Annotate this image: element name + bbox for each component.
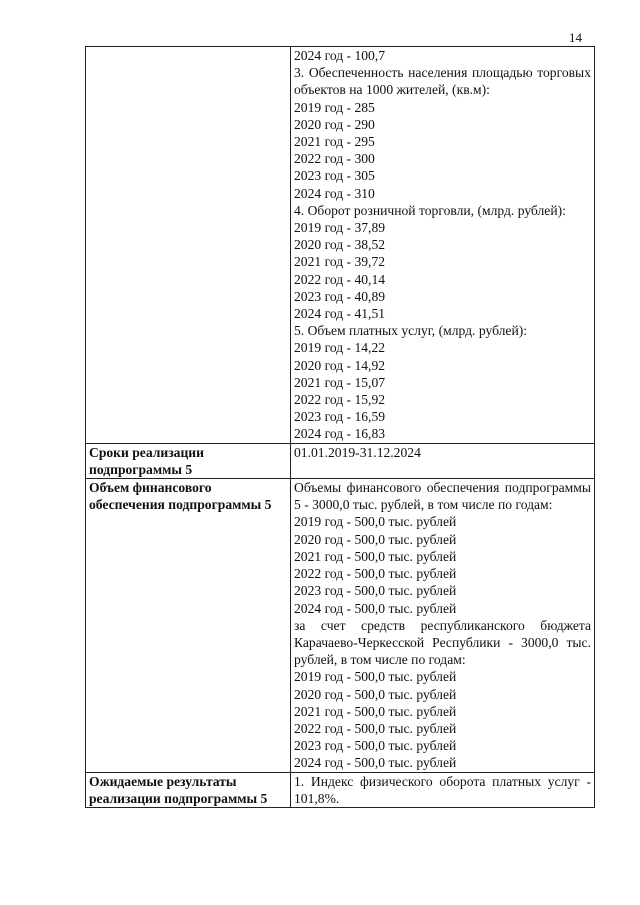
value-line: 4. Оборот розничной торговли, (млрд. рублей): bbox=[294, 202, 566, 218]
value-line: 5. Объем платных услуг, (млрд. рублей): bbox=[294, 323, 528, 339]
row-value bbox=[291, 443, 595, 478]
value-line: 01.01.2019-31.12.2024 bbox=[294, 444, 421, 460]
value-line: 2024 год - 16,83 bbox=[294, 426, 386, 442]
value-line: 2020 год - 38,52 bbox=[294, 237, 386, 253]
program-passport-table bbox=[85, 46, 595, 808]
value-line: 1. Индекс физического оборота платных услуг - 101,8%. bbox=[294, 773, 591, 806]
value-line: за счет средств республиканского бюджета Карачаево-Черкесской Республики - 3000,0 тыс. рублей, в том числе по годам: bbox=[294, 617, 591, 668]
row-value bbox=[291, 47, 595, 444]
table-row-indicators bbox=[86, 47, 595, 444]
table-row-timeline bbox=[86, 443, 595, 478]
value-line: 2023 год - 305 bbox=[294, 168, 375, 184]
value-line: 2023 год - 40,89 bbox=[294, 288, 386, 304]
row-value bbox=[291, 772, 595, 807]
value-line: 2022 год - 500,0 тыс. рублей bbox=[294, 566, 457, 582]
value-line: 2019 год - 500,0 тыс. рублей bbox=[294, 514, 457, 530]
value-line: 2022 год - 15,92 bbox=[294, 392, 386, 408]
value-line: Объемы финансового обеспечения подпрограммы 5 - 3000,0 тыс. рублей, в том числе по годам: bbox=[294, 480, 591, 513]
row-value bbox=[291, 479, 595, 772]
value-line: 2022 год - 500,0 тыс. рублей bbox=[294, 720, 457, 736]
value-line: 2024 год - 100,7 bbox=[294, 48, 386, 63]
value-line: 2022 год - 40,14 bbox=[294, 271, 386, 287]
row-label: Ожидаемые результаты реализации подпрограммы 5 bbox=[86, 772, 291, 807]
value-line: 2020 год - 14,92 bbox=[294, 357, 386, 373]
value-line: 3. Обеспеченность населения площадью торговых объектов на 1000 жителей, (кв.м): bbox=[294, 65, 591, 98]
value-line: 2021 год - 295 bbox=[294, 134, 375, 150]
table-row-funding bbox=[86, 479, 595, 772]
row-label: Объем финансового обеспечения подпрограммы 5 bbox=[86, 479, 291, 772]
value-line: 2024 год - 500,0 тыс. рублей bbox=[294, 600, 457, 616]
table-row-expected-results bbox=[86, 772, 595, 807]
value-line: 2021 год - 500,0 тыс. рублей bbox=[294, 548, 457, 564]
value-line: 2021 год - 39,72 bbox=[294, 254, 386, 270]
value-line: 2020 год - 500,0 тыс. рублей bbox=[294, 686, 457, 702]
page-number: 14 bbox=[569, 30, 582, 45]
value-line: 2020 год - 290 bbox=[294, 116, 375, 132]
value-line: 2019 год - 285 bbox=[294, 99, 375, 115]
value-line: 2019 год - 37,89 bbox=[294, 220, 386, 236]
row-label: Сроки реализации подпрограммы 5 bbox=[86, 443, 291, 478]
value-line: 2024 год - 310 bbox=[294, 185, 375, 201]
value-line: 2019 год - 500,0 тыс. рублей bbox=[294, 669, 457, 685]
value-line: 2021 год - 500,0 тыс. рублей bbox=[294, 703, 457, 719]
value-line: 2024 год - 500,0 тыс. рублей bbox=[294, 755, 457, 771]
value-line: 2020 год - 500,0 тыс. рублей bbox=[294, 531, 457, 547]
value-line: 2023 год - 16,59 bbox=[294, 409, 386, 425]
value-line: 2019 год - 14,22 bbox=[294, 340, 386, 356]
row-label bbox=[86, 47, 291, 444]
value-line: 2023 год - 500,0 тыс. рублей bbox=[294, 583, 457, 599]
value-line: 2021 год - 15,07 bbox=[294, 374, 386, 390]
value-line: 2023 год - 500,0 тыс. рублей bbox=[294, 738, 457, 754]
value-line: 2022 год - 300 bbox=[294, 151, 375, 167]
value-line: 2024 год - 41,51 bbox=[294, 306, 386, 322]
